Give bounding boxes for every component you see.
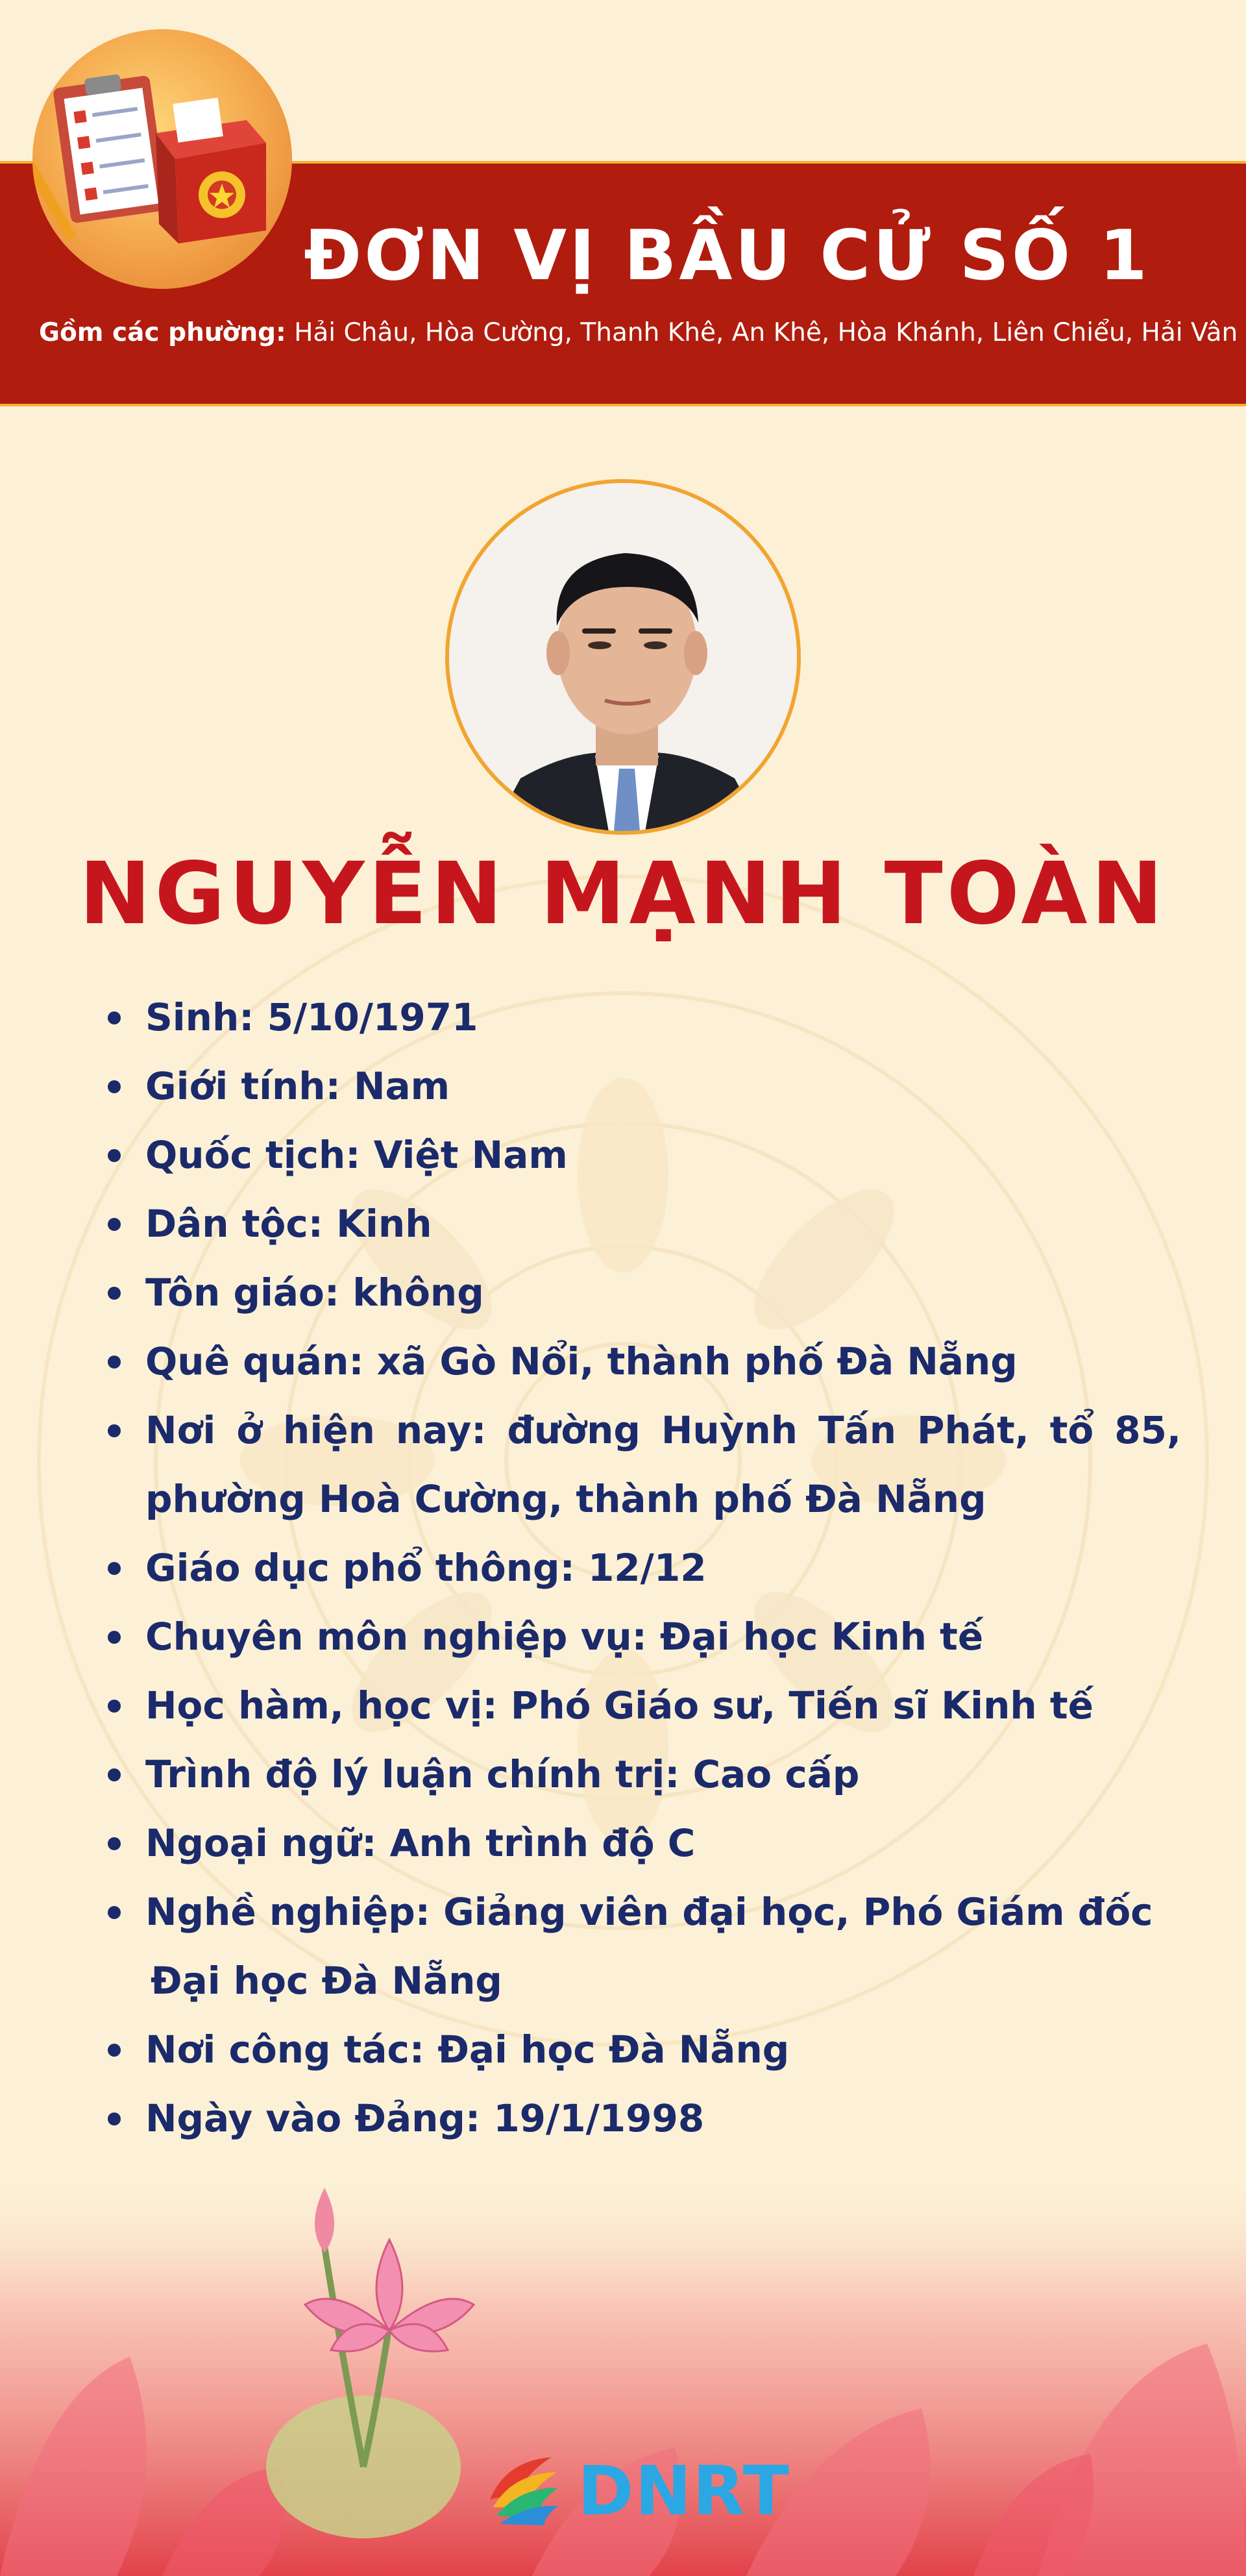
list-item: Quốc tịch: Việt Nam [104,1121,1181,1189]
list-item-line: Nơi ở hiện nay: đường Huỳnh Tấn Phát, tổ 85, [145,1408,1181,1452]
logo-text: DNRT [578,2451,790,2531]
list-item: Quê quán: xã Gò Nổi, thành phố Đà Nẵng [104,1327,1181,1396]
list-item: Chuyên môn nghiệp vụ: Đại học Kinh tế [104,1602,1181,1671]
ward-list [39,318,1238,347]
ward-list-value: Hải Châu, Hòa Cường, Thanh Khê, An Khê, Hòa Khánh, Liên Chiểu, Hải Vân [294,318,1238,347]
list-item: Học hàm, học vị: Phó Giáo sư, Tiến sĩ Kinh tế [104,1671,1181,1740]
list-item: Sinh: 5/10/1971 [104,983,1181,1052]
ballot-emblem-icon [32,29,292,289]
list-item: Nơi công tác: Đại học Đà Nẵng [104,2015,1181,2084]
page-title: ĐƠN VỊ BẦU CỬ SỐ 1 [304,216,1150,295]
list-item [104,1877,1181,2015]
list-item: Ngày vào Đảng: 19/1/1998 [104,2084,1181,2153]
list-item-line: phường Hoà Cường, thành phố Đà Nẵng [145,1477,986,1521]
candidate-name: NGUYỄN MẠNH TOÀN [79,844,1167,944]
list-item: Giáo dục phổ thông: 12/12 [104,1533,1181,1602]
list-item: Ngoại ngữ: Anh trình độ C [104,1809,1181,1877]
candidate-portrait [445,479,801,835]
list-item: Giới tính: Nam [104,1052,1181,1121]
list-item: Dân tộc: Kinh [104,1189,1181,1258]
ward-list-label: Gồm các phường: [39,318,286,347]
dnrt-logo-icon [480,2447,565,2532]
dnrt-logo [480,2447,790,2532]
list-item: Tôn giáo: không [104,1258,1181,1327]
candidate-bio-list [104,983,1181,2153]
list-item-line: Nghề nghiệp: Giảng viên đại học, Phó Giám đốc [145,1890,1153,1934]
list-item: Trình độ lý luận chính trị: Cao cấp [104,1740,1181,1809]
portrait-image [449,483,801,835]
list-item-line: Đại học Đà Nẵng [151,1959,502,2003]
list-item [104,1396,1181,1533]
